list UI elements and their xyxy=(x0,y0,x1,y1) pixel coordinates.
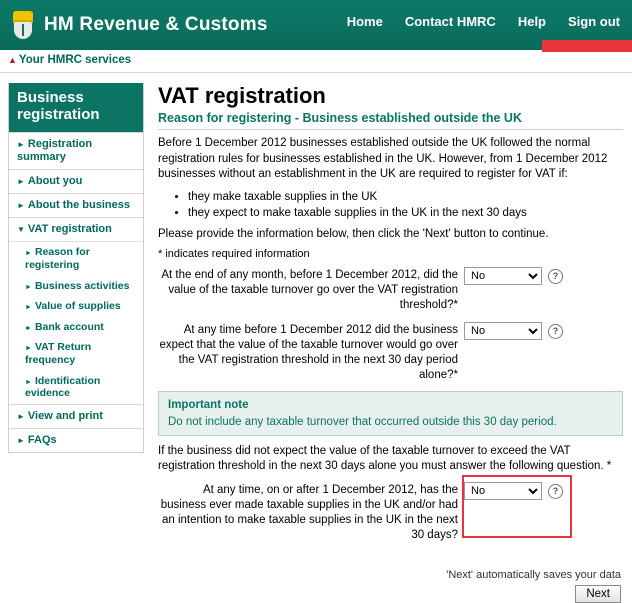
question-2-dropdown[interactable] xyxy=(464,322,542,340)
sidebar-item-label: View and print xyxy=(27,409,103,422)
next-button-row xyxy=(158,585,623,603)
sidebar-item-business-activities[interactable] xyxy=(9,276,143,297)
list-item: • they expect to make taxable supplies in the UK in the next 30 days xyxy=(188,205,623,221)
list-item: • they make taxable supplies in the UK xyxy=(188,189,623,205)
important-note-box xyxy=(158,391,623,436)
triangle-right-icon: ► xyxy=(17,201,25,211)
sidebar-item-identification-evidence[interactable] xyxy=(9,371,143,404)
autosave-note: 'Next' automatically saves your data xyxy=(446,568,621,581)
question-3-label: At any time, on or after 1 December 2012, has the business ever made taxable supplies in the UK and/or had an intention to make taxable supplies in the UK in the next 30 days? xyxy=(160,483,458,541)
sidebar-item-label: Registration summary xyxy=(17,137,93,163)
important-note-title: Important note xyxy=(168,398,249,411)
question-3-control xyxy=(464,481,563,500)
your-hmrc-services-link[interactable] xyxy=(8,54,131,66)
sidebar-item-vat-return-frequency[interactable] xyxy=(9,337,143,370)
triangle-right-icon: ► xyxy=(25,324,32,332)
sidebar-item-label: About the business xyxy=(27,199,130,212)
question-row-3 xyxy=(158,481,623,543)
accent-block xyxy=(542,40,632,52)
site-header xyxy=(0,0,632,50)
sidebar-subitem-label: Bank account xyxy=(34,320,104,333)
question-1-control xyxy=(464,266,563,285)
main-content xyxy=(158,83,623,603)
question-1-dropdown[interactable] xyxy=(464,267,542,285)
nav-contact-hmrc[interactable]: Contact HMRC xyxy=(404,14,496,29)
final-question-intro: If the business did not expect the value of the taxable turnover to exceed the VAT registration threshold in the next 30 days alone you must answer the following question. * xyxy=(158,444,612,473)
sidebar xyxy=(8,83,144,453)
help-question-icon[interactable]: ? xyxy=(548,484,563,499)
sidebar-item-vat-registration[interactable] xyxy=(9,217,143,241)
sidebar-subitem-label: Identification evidence xyxy=(25,374,101,400)
triangle-right-icon: ▲ xyxy=(8,55,17,65)
question-2-control xyxy=(464,321,563,340)
triangle-right-icon: ► xyxy=(17,435,25,445)
instruction-text: Please provide the information below, then click the 'Next' button to continue. xyxy=(158,227,549,240)
sidebar-item-value-of-supplies[interactable] xyxy=(9,296,143,317)
sidebar-subitem-label: Business activities xyxy=(34,279,130,292)
sidebar-subitem-label: Value of supplies xyxy=(34,300,121,313)
nav-help[interactable]: Help xyxy=(517,14,546,29)
sidebar-item-about-you[interactable] xyxy=(9,169,143,193)
page-body xyxy=(0,73,632,603)
question-2-text: At any time before 1 December 2012 did the business expect that the value of the taxable turnover would go over the VAT registration threshold in the next 30 day period alone? xyxy=(159,324,458,381)
nav-home[interactable]: Home xyxy=(346,14,383,29)
sidebar-item-label: FAQs xyxy=(27,433,57,446)
header-nav xyxy=(347,14,620,29)
triangle-right-icon: ► xyxy=(17,139,25,149)
sidebar-subitem-label: Reason for registering xyxy=(25,246,90,272)
sidebar-item-bank-account[interactable] xyxy=(9,317,143,338)
question-row-1 xyxy=(158,266,623,313)
your-hmrc-services-label: Your HMRC services xyxy=(18,54,132,66)
required-info-note: * indicates required information xyxy=(158,248,310,261)
question-1-label xyxy=(158,266,464,313)
requirements-list xyxy=(158,189,623,221)
final-question-wrap xyxy=(158,481,623,543)
sidebar-title: Business registration xyxy=(9,83,143,132)
royal-crest-icon xyxy=(10,9,36,41)
question-3-dropdown[interactable] xyxy=(464,482,542,500)
sidebar-item-about-the-business[interactable] xyxy=(9,193,143,217)
sidebar-item-label: VAT registration xyxy=(27,223,112,236)
sidebar-item-label: About you xyxy=(27,174,83,187)
brand-title: HM Revenue & Customs xyxy=(44,14,268,35)
sidebar-item-reason-for-registering[interactable] xyxy=(9,241,143,275)
page-title: VAT registration xyxy=(158,83,326,108)
triangle-right-icon: ► xyxy=(25,283,32,291)
question-1-text: At the end of any month, before 1 December 2012, did the value of the taxable turnover go over the VAT registration threshold? xyxy=(161,269,458,312)
section-title: Reason for registering - Business established outside the UK xyxy=(158,111,623,130)
help-question-icon[interactable]: ? xyxy=(548,324,563,339)
triangle-right-icon: ► xyxy=(25,250,32,258)
sidebar-item-registration-summary[interactable] xyxy=(9,132,143,169)
triangle-right-icon: ► xyxy=(25,378,32,386)
sidebar-subitem-label: VAT Return frequency xyxy=(25,341,92,366)
triangle-down-icon: ▼ xyxy=(17,225,25,235)
triangle-right-icon: ► xyxy=(17,176,25,186)
help-question-icon[interactable]: ? xyxy=(548,269,563,284)
intro-paragraph: Before 1 December 2012 businesses established outside the UK followed the normal registration rules for businesses established in the UK. However, from 1 December 2012 businesses without an establishment in the UK are required to register for VAT if: xyxy=(158,137,608,181)
important-note-body: Do not include any taxable turnover that occurred outside this 30 day period. xyxy=(168,415,557,428)
required-marker: * xyxy=(453,368,458,381)
required-marker: * xyxy=(453,299,458,312)
triangle-right-icon: ► xyxy=(25,304,32,312)
sidebar-item-faqs[interactable] xyxy=(9,428,143,452)
question-row-2 xyxy=(158,321,623,383)
sidebar-item-view-and-print[interactable] xyxy=(9,404,143,428)
services-bar xyxy=(0,50,632,73)
nav-sign-out[interactable]: Sign out xyxy=(568,14,620,29)
triangle-right-icon: ► xyxy=(25,345,32,353)
question-2-label xyxy=(158,321,464,383)
next-button[interactable]: Next xyxy=(575,585,621,603)
triangle-right-icon: ► xyxy=(17,411,25,421)
